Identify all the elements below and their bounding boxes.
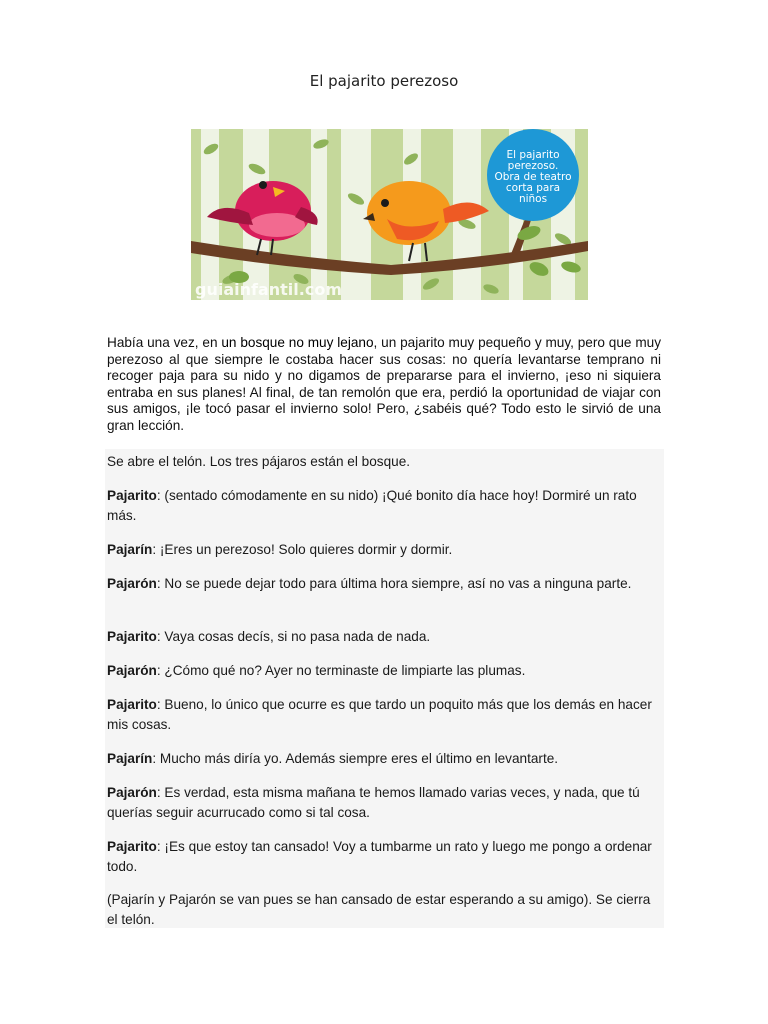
- stage-direction-closing: (Pajarín y Pajarón se van pues se han cansado de estar esperando a su amigo). Se cierra el telón.: [107, 892, 651, 928]
- line-text: : (sentado cómodamente en su nido) ¡Qué bonito día hace hoy! Dormiré un rato más.: [107, 488, 637, 524]
- intro-text-start: Había una vez, en: [107, 335, 222, 350]
- speaker-name: Pajarito: [107, 629, 157, 644]
- line-text: : ¡Eres un perezoso! Solo quieres dormir y dormir.: [152, 542, 453, 557]
- speaker-name: Pajarito: [107, 697, 157, 712]
- dialogue-line: [107, 661, 657, 681]
- speaker-name: Pajarón: [107, 663, 157, 678]
- line-text: : ¡Es que estoy tan cansado! Voy a tumbarme un rato y luego me pongo a ordenar todo.: [107, 839, 652, 875]
- bubble-line: perezoso.: [507, 160, 559, 172]
- intro-link-text[interactable]: un bosque no muy lejano: [221, 335, 374, 350]
- speaker-name: Pajarito: [107, 839, 157, 854]
- speaker-name: Pajarito: [107, 488, 157, 503]
- dialogue-line: [107, 540, 657, 560]
- line-text: : Vaya cosas decís, si no pasa nada de nada.: [156, 629, 431, 644]
- story-illustration: [191, 129, 588, 300]
- speaker-name: Pajarón: [107, 785, 157, 800]
- bubble-line: niños: [518, 193, 548, 205]
- line-text: : ¿Cómo qué no? Ayer no terminaste de limpiarte las plumas.: [156, 663, 526, 678]
- dialogue-line: [107, 486, 657, 527]
- bubble-line: corta para: [505, 182, 561, 194]
- stage-direction-opening: Se abre el telón. Los tres pájaros están el bosque.: [107, 454, 411, 469]
- intro-text-end: , un pajarito muy pequeño y muy, pero que muy perezoso al que siempre le costaba hacer sus cosas: no quería levantarse temprano ni recoger paja para su nido y no digamos de prepararse para el invierno, ¡eso ni siquiera entraba en sus planes! Al final, de tan remolón que era, perdió la oportunidad de viajar con sus amigos, ¡le tocó pasar el invierno solo! Pero, ¿sabéis qué? Todo esto le sirvió de una gran lección.: [107, 335, 661, 433]
- intro-paragraph: [107, 335, 661, 435]
- speaker-name: Pajarín: [107, 751, 153, 766]
- dialogue-line: [107, 695, 657, 736]
- line-text: : Es verdad, esta misma mañana te hemos llamado varias veces, y nada, que tú querías seguir acurrucado como si tal cosa.: [107, 785, 640, 821]
- line-text: : Bueno, lo único que ocurre es que tardo un poquito más que los demás en hacer mis cosas.: [107, 697, 652, 733]
- speaker-name: Pajarín: [107, 542, 153, 557]
- dialogue-line: [107, 783, 657, 824]
- document-title: El pajarito perezoso: [309, 72, 459, 90]
- speaker-name: Pajarón: [107, 576, 157, 591]
- bubble-line: Obra de teatro: [494, 171, 572, 183]
- line-text: : Mucho más diría yo. Además siempre eres el último en levantarte.: [152, 751, 559, 766]
- bubble-line: El pajarito: [506, 149, 560, 161]
- line-text: : No se puede dejar todo para última hora siempre, así no vas a ninguna parte.: [156, 576, 632, 591]
- dialogue-line: [107, 837, 657, 878]
- dialogue-line: [107, 627, 657, 647]
- dialogue-line: [107, 574, 657, 594]
- dialogue-line: [107, 749, 657, 769]
- watermark: guiainfantil.com: [195, 280, 342, 299]
- dialogue-box: [105, 449, 664, 928]
